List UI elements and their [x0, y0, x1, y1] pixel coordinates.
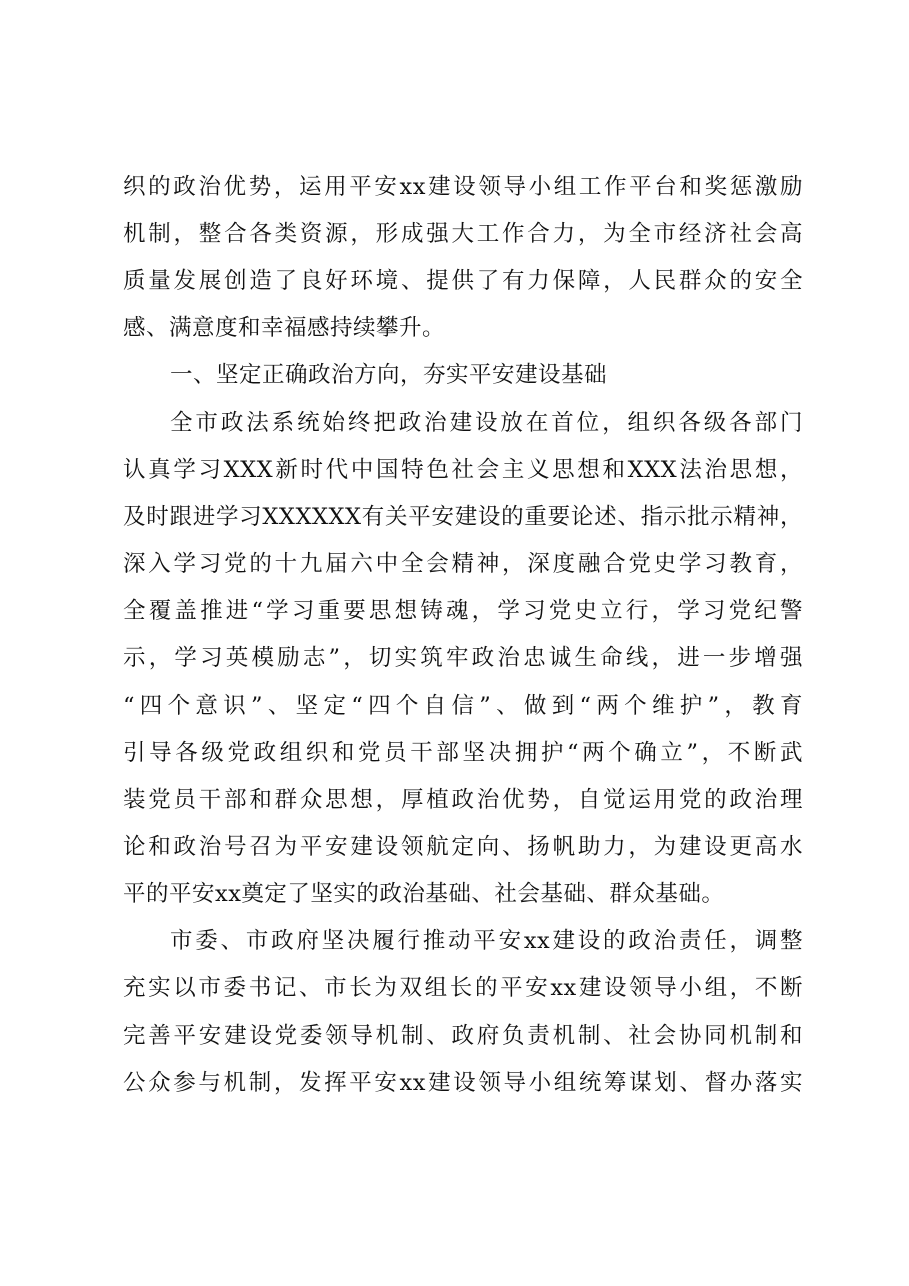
paragraph-line: 质量发展创造了良好环境、提供了有力保障，人民群众的安全: [123, 268, 803, 294]
paragraph-line: 机制，整合各类资源，形成强大工作合力，为全市经济社会高: [123, 221, 803, 247]
paragraph-line: 全市政法系统始终把政治建设放在首位，组织各级各部门: [170, 410, 803, 436]
section-heading: 一、坚定正确政治方向，夯实平安建设基础: [170, 362, 608, 388]
paragraph-line: 论和政治号召为平安建设领航定向、扬帆助力，为建设更高水: [123, 834, 803, 860]
paragraph-line: 认真学习XXX新时代中国特色社会主义思想和XXX法治思想，: [123, 457, 803, 483]
paragraph-line: “四个意识”、坚定“四个自信”、做到“两个维护”，教育: [123, 693, 803, 719]
paragraph-line: 织的政治优势，运用平安xx建设领导小组工作平台和奖惩激励: [123, 174, 803, 200]
paragraph-line: 及时跟进学习XXXXXX有关平安建设的重要论述、指示批示精神，: [123, 504, 803, 530]
paragraph-line: 市委、市政府坚决履行推动平安xx建设的政治责任，调整: [170, 928, 803, 954]
paragraph-line: 引导各级党政组织和党员干部坚决拥护“两个确立”，不断武: [123, 740, 803, 766]
paragraph-line: 公众参与机制，发挥平安xx建设领导小组统筹谋划、督办落实: [123, 1070, 803, 1096]
paragraph-line: 完善平安建设党委领导机制、政府负责机制、社会协同机制和: [123, 1023, 803, 1049]
paragraph-line: 装党员干部和群众思想，厚植政治优势，自觉运用党的政治理: [123, 787, 803, 813]
paragraph-line: 充实以市委书记、市长为双组长的平安xx建设领导小组，不断: [123, 975, 803, 1001]
paragraph-line: 示，学习英模励志”，切实筑牢政治忠诚生命线，进一步增强: [123, 645, 803, 671]
paragraph-line: 平的平安xx奠定了坚实的政治基础、社会基础、群众基础。: [123, 881, 725, 907]
paragraph-line: 深入学习党的十九届六中全会精神，深度融合党史学习教育，: [123, 551, 803, 577]
paragraph-line: 感、满意度和幸福感持续攀升。: [123, 315, 446, 341]
paragraph-line: 全覆盖推进“学习重要思想铸魂，学习党史立行，学习党纪警: [123, 598, 803, 624]
